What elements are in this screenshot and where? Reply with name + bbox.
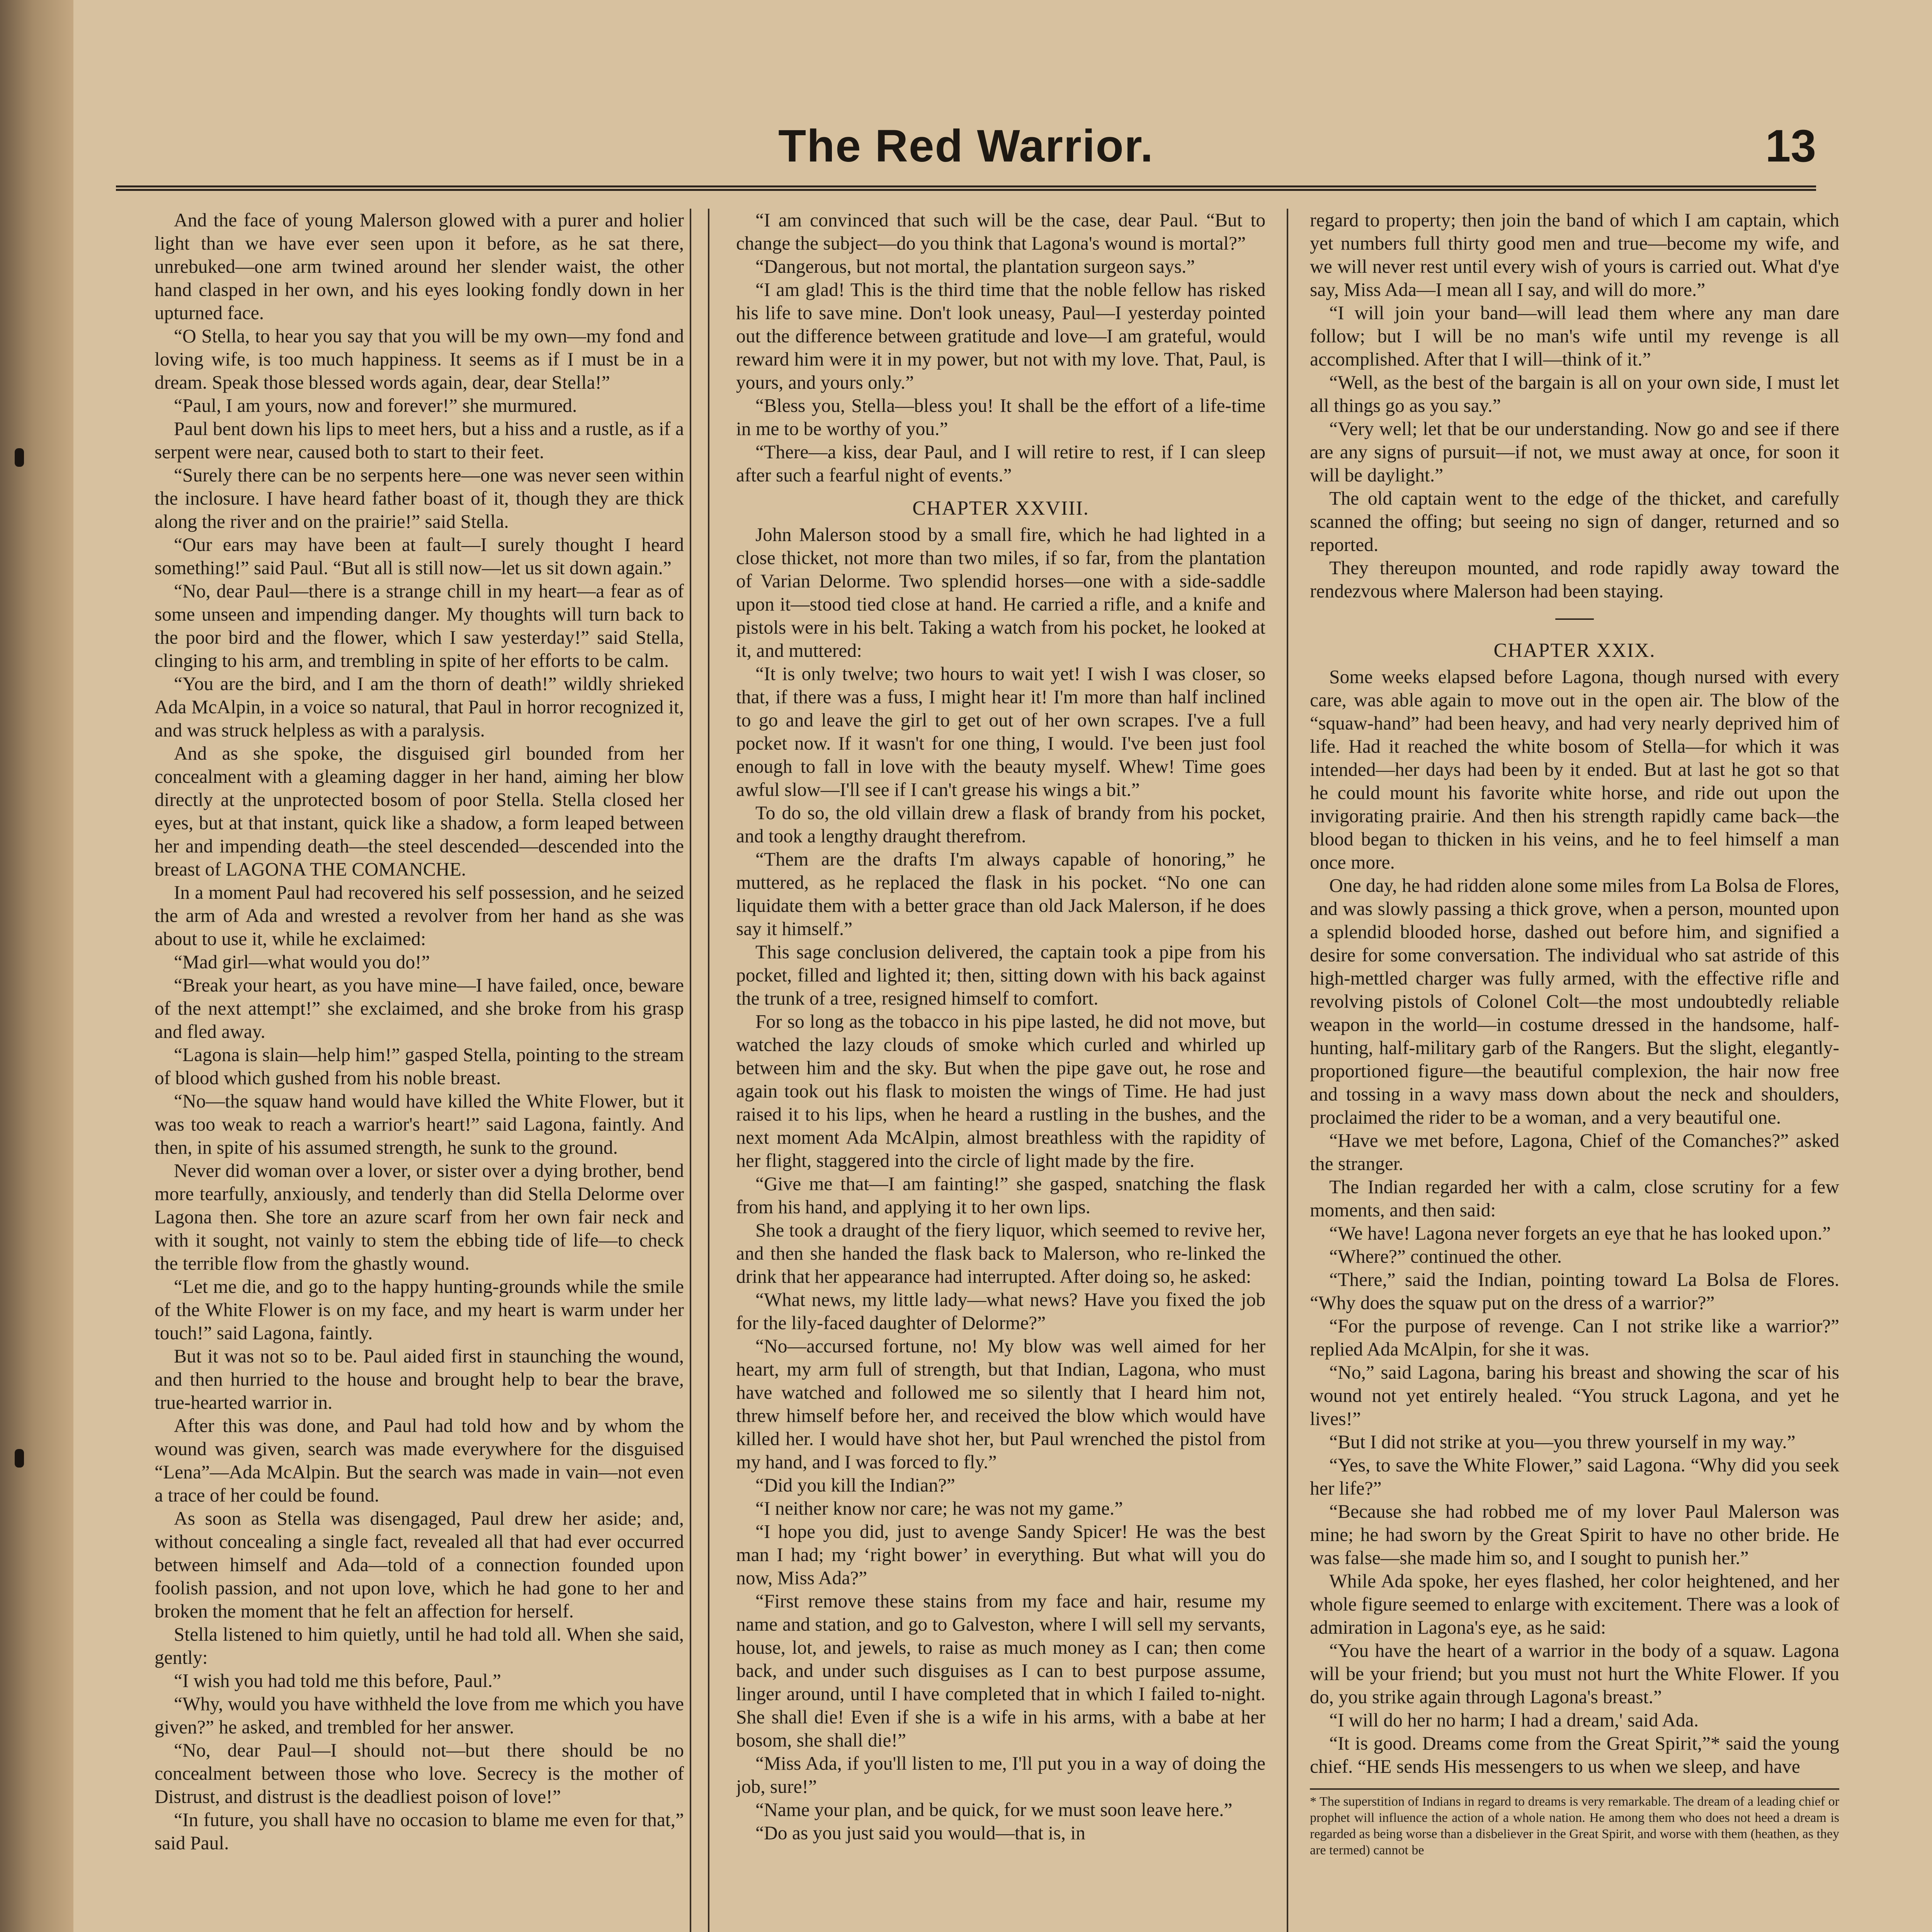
column-rule (708, 209, 709, 1932)
paragraph: Paul bent down his lips to meet hers, but a hiss and a rustle, as if a serpent were near, caused both to start to their feet. (155, 418, 684, 463)
paragraph: “Break your heart, as you have mine—I have failed, once, beware of the next attempt!” she exclaimed, and she broke from his grasp and fled away. (155, 975, 684, 1042)
paragraph: “Give me that—I am fainting!” she gasped, snatching the flask from his hand, and applying it to her own lips. (736, 1173, 1265, 1218)
paragraph: “I neither know nor care; he was not my game.” (755, 1498, 1123, 1519)
paragraph: “Why, would you have withheld the love from me which you have given?” he asked, and trembled for her answer. (155, 1693, 684, 1738)
paragraph: “Yes, to save the White Flower,” said Lagona. “Why did you seek her life?” (1310, 1454, 1839, 1499)
paragraph: “No—accursed fortune, no! My blow was well aimed for her heart, my arm full of strength, but that Indian, Lagona, who must have watched and followed me so silently that I heard him not, threw himself before her, and received the blow which would have killed her. I would have shot her, but Paul wrenched the pistol from my hand, and I was forced to fly.” (736, 1335, 1265, 1473)
page-header (116, 116, 1816, 191)
paragraph: “O Stella, to hear you say that you will be my own—my fond and loving wife, is too much happiness. It seems as if I must be in a dream. Speak those blessed words again, dear, dear Stella!” (155, 325, 684, 393)
chapter-heading: CHAPTER XXIX. (1493, 639, 1656, 662)
paragraph: “There—a kiss, dear Paul, and I will retire to rest, if I can sleep after such a fearful night of events.” (736, 441, 1265, 486)
paragraph: “For the purpose of revenge. Can I not strike like a warrior?” replied Ada McAlpin, for she it was. (1310, 1315, 1839, 1360)
paragraph: “Mad girl—what would you do!” (174, 951, 430, 973)
paragraph: “Have we met before, Lagona, Chief of the Comanches?” asked the stranger. (1310, 1130, 1839, 1174)
paragraph: After this was done, and Paul had told how and by whom the wound was given, search was made everywhere for the disguised “Lena”—Ada McAlpin. But the search was made in vain—not even a trace of her could be found. (155, 1415, 684, 1506)
paragraph: regard to property; then join the band of which I am captain, which yet numbers full thirty good men and true—become my wife, and we will never rest until every wish of yours is carried out. What d'ye say, Miss Ada—I mean all I say, and will do more.” (1310, 209, 1839, 300)
paragraph: This sage conclusion delivered, the captain took a pipe from his pocket, filled and lighted it; then, sitting down with his back against the trunk of a tree, resigned himself to comfort. (736, 941, 1265, 1009)
paragraph: “I will do her no harm; I had a dream,' said Ada. (1329, 1709, 1699, 1731)
paragraph: “No,” said Lagona, baring his breast and showing the scar of his wound not yet entirely healed. “You struck Lagona, and yet he lives!” (1310, 1362, 1839, 1429)
paragraph: “Did you kill the Indian?” (755, 1475, 955, 1496)
paragraph: “No—the squaw hand would have killed the White Flower, but it was too weak to reach a warrior's heart!” said Lagona, faintly. And then, in spite of his assumed strength, he sunk to the ground. (155, 1090, 684, 1158)
paragraph: The Indian regarded her with a calm, close scrutiny for a few moments, and then said: (1310, 1176, 1839, 1221)
paragraph: “Name your plan, and be quick, for we must soon leave here.” (755, 1799, 1233, 1820)
paragraph: As soon as Stella was disengaged, Paul drew her aside; and, without concealing a single fact, revealed all that had ever occurred between himself and Ada—told of a connection founded upon foolish passion, and not upon love, which he had gone to her and broken the moment that he felt an affection for herself. (155, 1508, 684, 1622)
paragraph: “I hope you did, just to avenge Sandy Spicer! He was the best man I had; my ‘right bower’ in everything. But what will you do now, Miss Ada?” (736, 1521, 1265, 1588)
paragraph: One day, he had ridden alone some miles from La Bolsa de Flores, and was slowly passing a thick grove, when a person, mounted upon a splendid blooded horse, dashed out before him, and signified a desire for some conversation. The individual who sat astride of this high-mettled charger was fully armed, with the effective rifle and revolving pistols of Colonel Colt—the most undoubtedly reliable weapon in the world—in costume dressed in the handsome, half-hunting, half-military garb of the Rangers. But the slight, elegantly-proportioned figure—the beautiful complexion, the hair now free and tossing in a wavy mass down about the neck and shoulders, proclaimed the rider to be a woman, and a very beautiful one. (1310, 875, 1839, 1128)
chapter-heading: CHAPTER XXVIII. (912, 497, 1089, 519)
paragraph: The old captain went to the edge of the thicket, and carefully scanned the offing; but seeing no sign of danger, returned and so reported. (1310, 488, 1839, 555)
page-number: 13 (1765, 121, 1816, 172)
paragraph: “I am convinced that such will be the case, dear Paul. “But to change the subject—do you think that Lagona's wound is mortal?” (736, 209, 1265, 254)
text-column-3 (1310, 209, 1839, 1932)
paragraph: “In future, you shall have no occasion to blame me even for that,” said Paul. (155, 1809, 684, 1854)
paragraph: “I will join your band—will lead them where any man dare follow; but I will be no man's wife until my revenge is all accomplished. After that I will—think of it.” (1310, 302, 1839, 370)
paragraph: “Paul, I am yours, now and forever!” she murmured. (174, 395, 577, 416)
paragraph: Never did woman over a lover, or sister over a dying brother, bend more tearfully, anxiously, and tenderly than did Stella Delorme over Lagona then. She tore an azure scarf from her own fair neck and with it sought, not vainly to stem the ebbing tide of life—to check the terrible flow from the ghastly wound. (155, 1160, 684, 1274)
paragraph: “Very well; let that be our understanding. Now go and see if there are any signs of pursuit—if not, we must away at once, for soon it will be daylight.” (1310, 418, 1839, 486)
binding-staple (15, 448, 24, 467)
paragraph: Some weeks elapsed before Lagona, though nursed with every care, was able again to move out in the open air. The blow of the “squaw-hand” had been heavy, and had very nearly deprived him of life. Had it reached the white bosom of Stella—for which it was intended—her days had been by it ended. But at last he got so that he could mount his favorite white horse, and ride out upon the invigorating prairie. And then his strength rapidly came back—the blood began to thicken in his veins, and he to feel himself a man once more. (1310, 666, 1839, 873)
paragraph: And the face of young Malerson glowed with a purer and holier light than we have ever seen upon it before, as he sat there, unrebuked—one arm twined around her slender waist, the other hand clasped in her own, and his eyes looking fondly down in her upturned face. (155, 209, 684, 323)
paragraph: John Malerson stood by a small fire, which he had lighted in a close thicket, not more than two miles, if so far, from the plantation of Varian Delorme. Two splendid horses—one with a side-saddle upon it—stood tied close at hand. He carried a rifle, and a knife and pistols were in his belt. Taking a watch from his pocket, he looked at it, and muttered: (736, 524, 1265, 661)
paragraph: While Ada spoke, her eyes flashed, her color heightened, and her whole figure seemed to enlarge with excitement. There was a look of admiration in Lagona's eye, as he said: (1310, 1570, 1839, 1638)
paragraph: “What news, my little lady—what news? Have you fixed the job for the lily-faced daughter of Delorme?” (736, 1289, 1265, 1333)
text-column-1 (155, 209, 684, 1932)
paragraph: “Well, as the best of the bargain is all on your own side, I must let all things go as you say.” (1310, 372, 1839, 416)
paragraph: “You have the heart of a warrior in the body of a squaw. Lagona will be your friend; but you must not hurt the White Flower. If you do, you strike again through Lagona's breast.” (1310, 1640, 1839, 1708)
paragraph: “It is good. Dreams come from the Great Spirit,”* said the young chief. “HE sends His messengers to us when we sleep, and have (1310, 1733, 1839, 1777)
paragraph: To do so, the old villain drew a flask of brandy from his pocket, and took a lengthy draught therefrom. (736, 802, 1265, 847)
paragraph: “Where?” continued the other. (1329, 1246, 1562, 1267)
paragraph: “Lagona is slain—help him!” gasped Stella, pointing to the stream of blood which gushed from his noble breast. (155, 1044, 684, 1088)
paragraph: “But I did not strike at you—you threw yourself in my way.” (1329, 1431, 1796, 1452)
paragraph: “It is only twelve; two hours to wait yet! I wish I was closer, so that, if there was a fuss, I might hear it! I'm more than half inclined to go and leave the girl to get out of her own scrapes. I've a full pocket now. If it wasn't for one thing, I would. I've been just fool enough to fall in love with the beauty myself. Whew! Time goes awful slow—I'll see if I can't grease his wings a bit.” (736, 663, 1265, 800)
paragraph: Stella listened to him quietly, until he had told all. When she said, gently: (155, 1624, 684, 1668)
paragraph: “Because she had robbed me of my lover Paul Malerson was mine; he had sworn by the Great Spirit to have no other bride. He was false—she made him so, and I sought to punish her.” (1310, 1501, 1839, 1568)
paragraph: “Dangerous, but not mortal, the plantation surgeon says.” (755, 256, 1195, 277)
text-column-2 (736, 209, 1265, 1932)
paragraph: “Miss Ada, if you'll listen to me, I'll put you in a way of doing the job, sure!” (736, 1753, 1265, 1797)
paragraph: “There,” said the Indian, pointing toward La Bolsa de Flores. “Why does the squaw put on the dress of a warrior?” (1310, 1269, 1839, 1313)
footnote: * The superstition of Indians in regard to dreams is very remarkable. The dream of a leading chief or prophet will influence the action of a whole nation. He among them who does not heed a dream is regarded as being worse than a disbeliever in the Great Spirit, and worse with them (heathen, as they are termed) cannot be (1310, 1788, 1839, 1859)
paragraph: “No, dear Paul—I should not—but there should be no concealment between those who love. Secrecy is the mother of Distrust, and distrust is the deadliest poison of love!” (155, 1740, 684, 1807)
paragraph: “I am glad! This is the third time that the noble fellow has risked his life to save mine. Don't look uneasy, Paul—I yesterday pointed out the difference between gratitude and love—I am grateful, would reward him were it in my power, but not with my love. That, Paul, is yours, and yours only.” (736, 279, 1265, 393)
paragraph: She took a draught of the fiery liquor, which seemed to revive her, and then she handed the flask back to Malerson, who re-linked the drink that her appearance had interrupted. After doing so, he asked: (736, 1219, 1265, 1287)
paragraph: “First remove these stains from my face and hair, resume my name and station, and go to Galveston, where I will sell my servants, house, lot, and jewels, to raise as much money as I can; then come back, and under such disguises as I can to best purpose assume, linger around, until I have completed that in which I failed to-night. She shall die! Even if she is a wife in his arms, with a babe at her bosom, she shall die!” (736, 1590, 1265, 1751)
section-divider: —— (1555, 607, 1594, 628)
paragraph: “I wish you had told me this before, Paul.” (174, 1670, 501, 1691)
paragraph: “Do as you just said you would—that is, in (755, 1822, 1085, 1844)
column-rule (690, 209, 691, 1932)
paragraph: They thereupon mounted, and rode rapidly away toward the rendezvous where Malerson had been staying. (1310, 557, 1839, 602)
running-title: The Red Warrior. (778, 121, 1154, 172)
binding-spine (0, 0, 73, 1932)
paragraph: But it was not so to be. Paul aided first in staunching the wound, and then hurried to the house and brought help to bear the brave, true-hearted warrior in. (155, 1345, 684, 1413)
paragraph: In a moment Paul had recovered his self possession, and he seized the arm of Ada and wrested a revolver from her hand as she was about to use it, while he exclaimed: (155, 882, 684, 949)
binding-staple (15, 1449, 24, 1468)
paragraph: “We have! Lagona never forgets an eye that he has looked upon.” (1329, 1223, 1831, 1244)
paragraph: “Let me die, and go to the happy hunting-grounds while the smile of the White Flower is on my face, and my heart is warm under her touch!” said Lagona, faintly. (155, 1276, 684, 1344)
column-rule (1287, 209, 1288, 1932)
paragraph: “Bless you, Stella—bless you! It shall be the effort of a life-time in me to be worthy of you.” (736, 395, 1265, 439)
paragraph: “You are the bird, and I am the thorn of death!” wildly shrieked Ada McAlpin, in a voice so natural, that Paul in horror recognized it, and was struck helpless as with a paralysis. (155, 673, 684, 741)
paragraph: “No, dear Paul—there is a strange chill in my heart—a fear as of some unseen and impending danger. My thoughts will turn back to the poor bird and the flower, which I saw yesterday!” said Stella, clinging to his arm, and trembling in spite of her efforts to be calm. (155, 580, 684, 671)
paragraph: “Our ears may have been at fault—I surely thought I heard something!” said Paul. “But all is still now—let us sit down again.” (155, 534, 684, 578)
paragraph: “Surely there can be no serpents here—one was never seen within the inclosure. I have heard father boast of it, though they are thick along the river and on the prairie!” said Stella. (155, 464, 684, 532)
paragraph: “Them are the drafts I'm always capable of honoring,” he muttered, as he replaced the flask in his pocket. “No one can liquidate them with a better grace than old Jack Malerson, if he does say it himself.” (736, 849, 1265, 939)
paragraph: And as she spoke, the disguised girl bounded from her concealment with a gleaming dagger in her hand, aiming her blow directly at the unprotected bosom of poor Stella. Stella closed her eyes, but at that instant, quick like a shadow, a form leaped between her and impending death—the steel descended—descended into the breast of LAGONA THE COMANCHE. (155, 743, 684, 880)
paragraph: For so long as the tobacco in his pipe lasted, he did not move, but watched the lazy clouds of smoke which curled and whirled up between him and the sky. But when the pipe gave out, he rose and again took out his flask to moisten the wings of Time. He had just raised it to his lips, when he heard a rustling in the bushes, and the next moment Ada McAlpin, almost breathless with the rapidity of her flight, staggered into the circle of light made by the fire. (736, 1011, 1265, 1171)
